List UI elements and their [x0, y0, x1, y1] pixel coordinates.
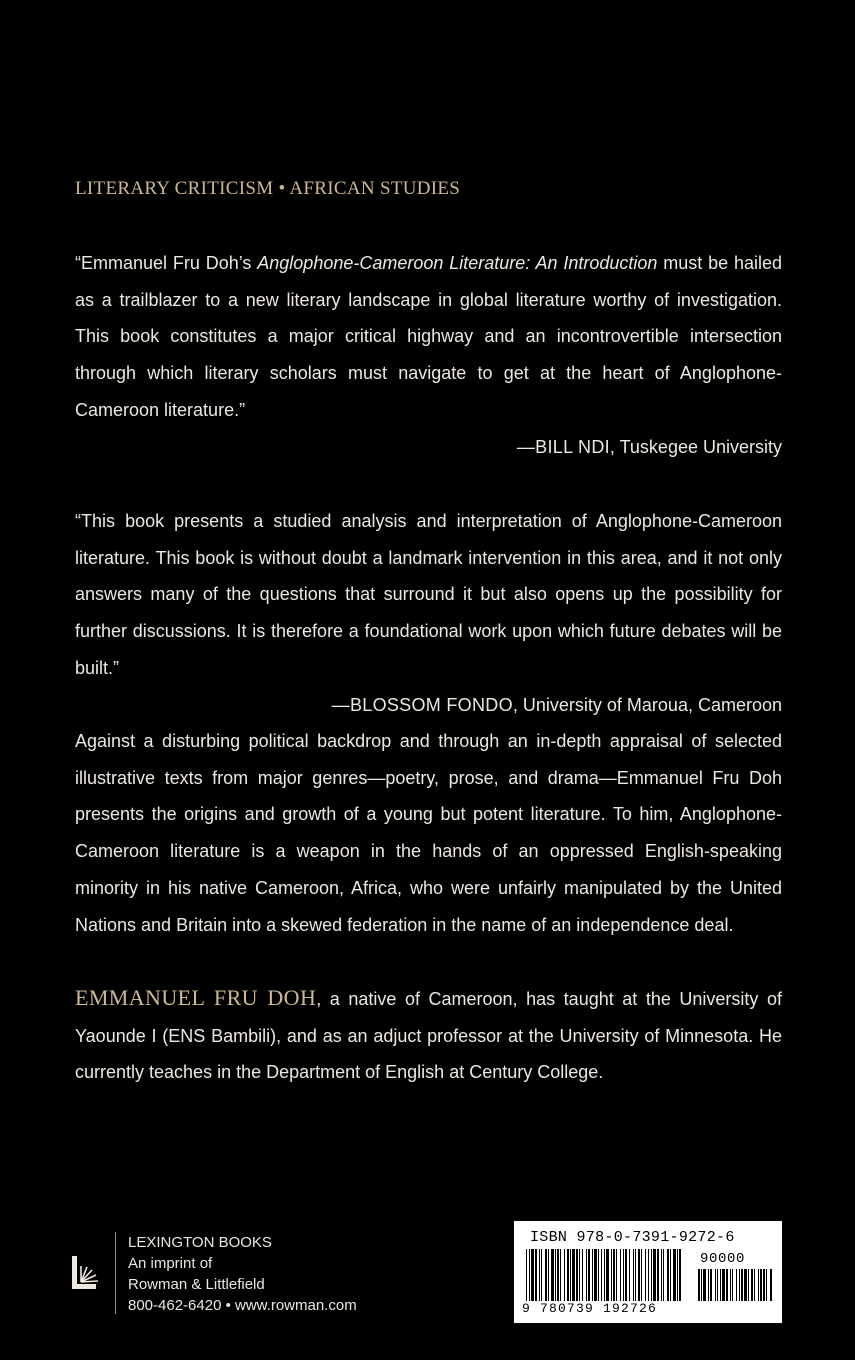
addon-barcode-bar — [720, 1269, 721, 1301]
description-text: Against a disturbing political backdrop and through an in-depth appraisal of selected illustrative texts from major genres—poetry, prose, and drama—Emmanuel Fru Doh presents the origins and growth of a young but potent literature. To him, Anglophone-Cameroon literature is a weapon in the hands of an oppressed English-speaking minority in his native Cameroon, Africa, who were unfairly manipulated by the United Nations and Britain into a skewed federation in the name of an independence deal. — [75, 731, 782, 935]
publisher-name: LEXINGTON BOOKS — [128, 1234, 272, 1251]
barcode-bar — [673, 1249, 676, 1301]
barcode-bar — [551, 1249, 554, 1301]
barcode-bar — [572, 1249, 575, 1301]
publisher-contact: 800-462-6420 • www.rowman.com — [128, 1297, 357, 1314]
barcode-bar — [576, 1249, 578, 1301]
barcode-bar — [663, 1249, 664, 1301]
barcode-bar — [677, 1249, 678, 1301]
quote-1-text — [75, 245, 782, 429]
quote-2-author: —BLOSSOM FONDO — [331, 694, 513, 715]
category-label: LITERARY CRITICISM • AFRICAN STUDIES — [75, 178, 461, 199]
barcode-bar — [661, 1249, 662, 1301]
barcode-bar — [653, 1249, 656, 1301]
barcode-bar — [579, 1249, 580, 1301]
addon-barcode-bar — [726, 1269, 728, 1301]
barcode-bar — [548, 1249, 549, 1301]
quote-2-attribution — [75, 687, 782, 724]
barcode-bar — [611, 1249, 612, 1301]
addon-barcode-bar — [710, 1269, 712, 1301]
barcode-bar — [601, 1249, 602, 1301]
addon-barcode-bar — [748, 1269, 749, 1301]
barcode-bar — [526, 1249, 527, 1301]
barcode-bar — [560, 1249, 561, 1301]
quote-1-attribution — [75, 429, 782, 466]
barcode-bar — [570, 1249, 571, 1301]
addon-barcode-bar — [760, 1269, 762, 1301]
barcode-bar — [604, 1249, 605, 1301]
addon-barcode-bar — [722, 1269, 725, 1301]
author-bio — [75, 980, 782, 1091]
addon-barcode-bar — [754, 1269, 755, 1301]
barcode-bar — [620, 1249, 621, 1301]
barcode-bar — [667, 1249, 669, 1301]
barcode-bar — [641, 1249, 642, 1301]
barcode-bar — [557, 1249, 559, 1301]
addon-barcode-bar — [730, 1269, 731, 1301]
barcode-bar — [541, 1249, 542, 1301]
barcode-bar — [657, 1249, 659, 1301]
publisher-imprint-line-2: Rowman & Littlefield — [128, 1276, 265, 1293]
endorsement-quote-1 — [75, 245, 782, 465]
barcode-bar — [613, 1249, 615, 1301]
barcode-bar — [567, 1249, 569, 1301]
barcode-bar — [592, 1249, 593, 1301]
barcode-bar — [535, 1249, 537, 1301]
footer-divider — [115, 1232, 116, 1314]
barcode-bar — [594, 1249, 597, 1301]
barcode-bar — [588, 1249, 590, 1301]
addon-barcode-bar — [763, 1269, 765, 1301]
barcode-bar — [635, 1249, 636, 1301]
barcode-bar — [645, 1249, 646, 1301]
barcode-bar — [616, 1249, 617, 1301]
barcode-bar — [606, 1249, 609, 1301]
addon-barcode-bar — [758, 1269, 759, 1301]
addon-barcode-bar — [698, 1269, 700, 1301]
addon-barcode-bar — [766, 1269, 767, 1301]
addon-barcode-bar — [736, 1269, 737, 1301]
book-description — [75, 723, 782, 943]
quote-2-affiliation: , University of Maroua, Cameroon — [512, 694, 782, 715]
barcode-bar — [651, 1249, 652, 1301]
publisher-info — [128, 1232, 357, 1316]
barcode-bar — [633, 1249, 634, 1301]
barcode-bar — [629, 1249, 630, 1301]
addon-barcode-bar — [703, 1269, 706, 1301]
barcode-bar — [531, 1249, 534, 1301]
quote-2-text: “This book presents a studied analysis and interpretation of Anglophone-Cameroon literature. This book is without doubt a landmark intervention in this area, and it not only answers many of the questions that surround it but also opens up the possibility for further discussions. It is therefore a foundational work upon which future debates will be built.” — [75, 511, 782, 678]
publisher-imprint-line-1: An imprint of — [128, 1255, 213, 1272]
barcode-bar — [670, 1249, 671, 1301]
quote-1-author: —BILL NDI — [516, 436, 610, 457]
isbn-barcode — [514, 1221, 782, 1323]
bio-text — [75, 980, 782, 1091]
barcode-bar — [623, 1249, 624, 1301]
barcode-bar — [586, 1249, 587, 1301]
addon-barcode-bar — [701, 1269, 702, 1301]
barcode-bar — [625, 1249, 627, 1301]
barcode-bar — [648, 1249, 649, 1301]
barcode-bar — [545, 1249, 547, 1301]
addon-barcode-bar — [717, 1269, 718, 1301]
addon-barcode-bar — [708, 1269, 709, 1301]
quote-1-open: “Emmanuel Fru Doh’s — [75, 253, 258, 273]
barcode-bar — [539, 1249, 540, 1301]
addon-barcode-bar — [741, 1269, 743, 1301]
barcode-bar — [598, 1249, 599, 1301]
ean-digits: 9 780739 192726 — [522, 1301, 658, 1316]
endorsement-quote-2 — [75, 503, 782, 723]
addon-barcode-bar — [770, 1269, 772, 1301]
barcode-bar — [529, 1249, 530, 1301]
barcode-bar — [638, 1249, 640, 1301]
quote-1-rest: must be hailed as a trailblazer to a new literary landscape in global literature worthy of investigation. This book constitutes a major critical highway and an incontrovertible intersection through which literary scholars must navigate to get at the heart of Anglophone-Cameroon literature.” — [75, 253, 782, 420]
addon-barcode-bar — [744, 1269, 747, 1301]
addon-barcode-bar — [739, 1269, 740, 1301]
barcode-bar — [564, 1249, 565, 1301]
isbn-label: ISBN 978-0-7391-9272-6 — [530, 1229, 735, 1246]
addon-barcode-bar — [732, 1269, 733, 1301]
lexington-books-logo-icon — [72, 1252, 102, 1292]
addon-barcode-bar — [715, 1269, 716, 1301]
barcode-bar — [582, 1249, 583, 1301]
quote-1-affiliation: , Tuskegee University — [609, 436, 782, 457]
price-code: 90000 — [700, 1251, 746, 1267]
bio-body: , a native of Cameroon, has taught at the University of Yaounde I (ENS Bambili), and as an adjuct professor at the University of Minnesota. He currently teaches in the Department of English at Century College. — [75, 989, 782, 1083]
barcode-bar — [679, 1249, 681, 1301]
barcode-bar — [555, 1249, 556, 1301]
addon-barcode-bar — [751, 1269, 753, 1301]
quote-1-book-title: Anglophone-Cameroon Literature: An Introduction — [257, 253, 658, 273]
bio-author-name: EMMANUEL FRU DOH — [75, 985, 317, 1010]
